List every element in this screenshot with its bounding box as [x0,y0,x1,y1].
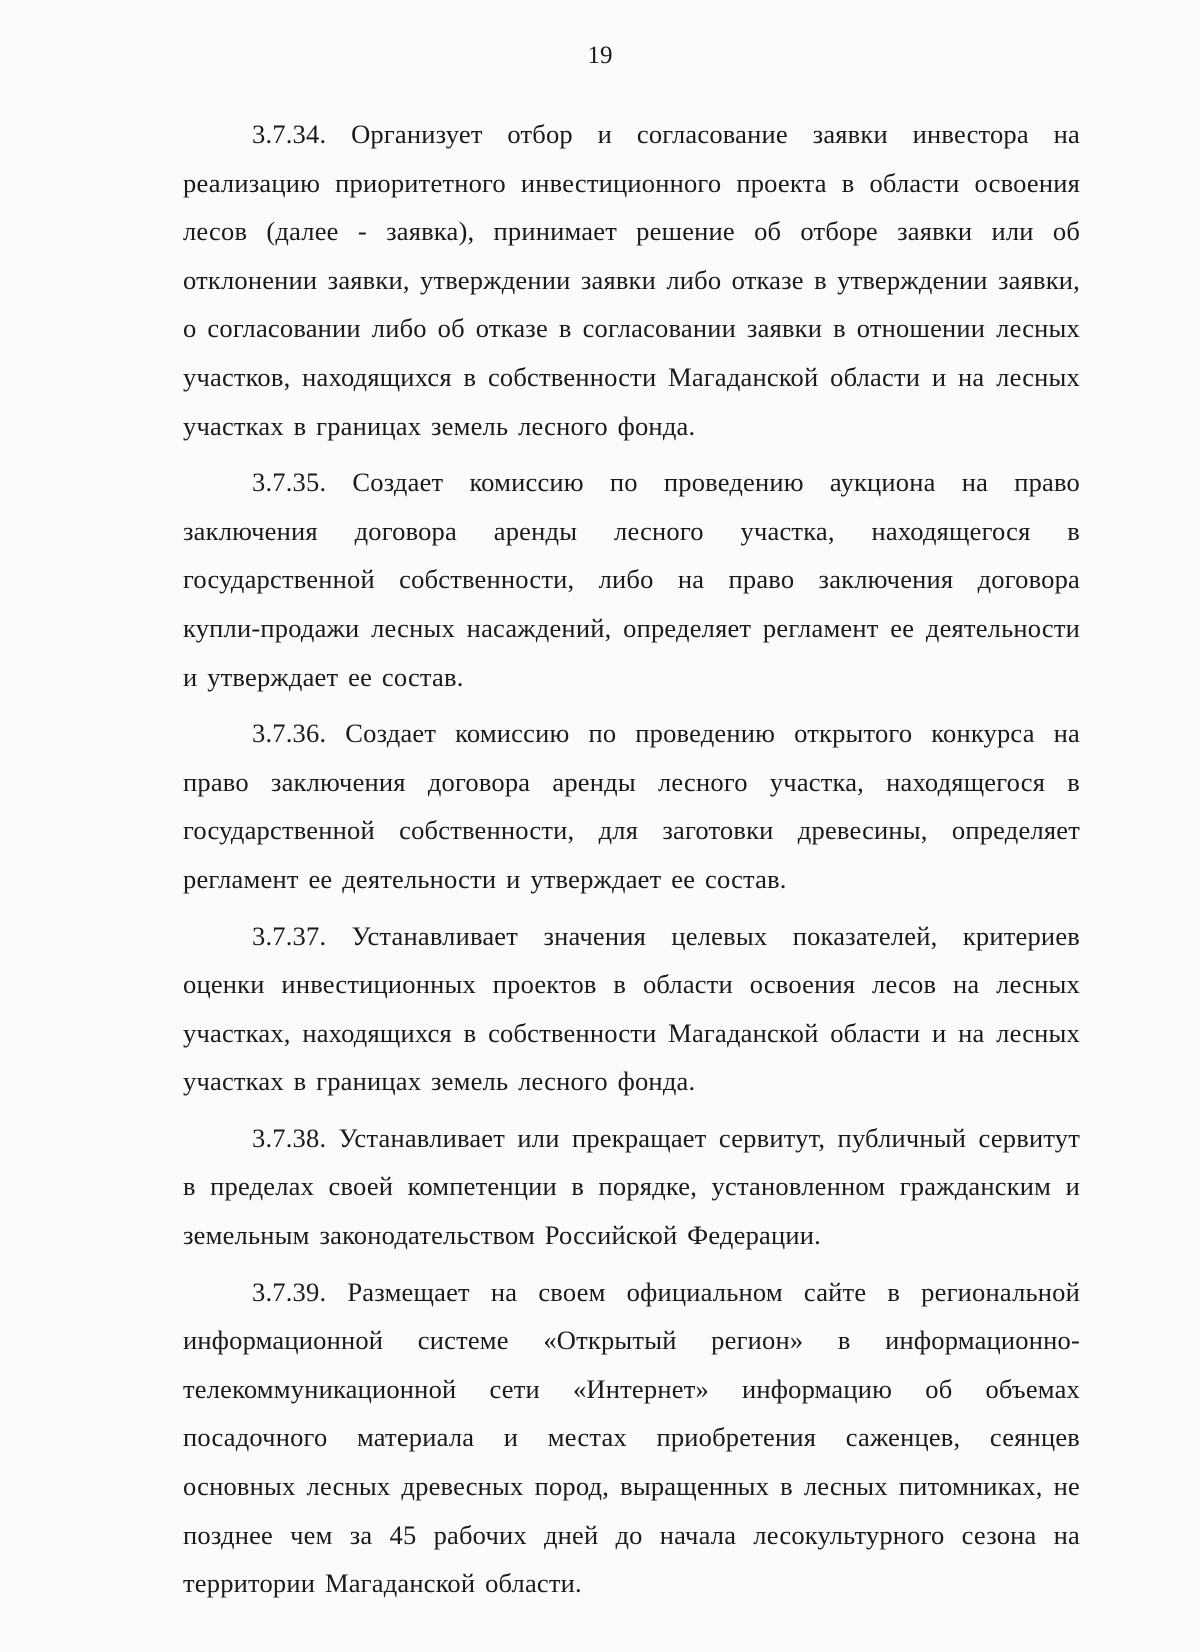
paragraph-3-7-37: 3.7.37. Устанавливает значения целевых показателей, критериев оценки инвестиционных проектов в области освоения лесов на лесных участках, находящихся в собственности Магаданской области и на лесных участках в границах земель лесного фонда. [183,920,1080,1097]
paragraph-3-7-34: 3.7.34. Организует отбор и согласование заявки инвестора на реализацию приоритетного инвестиционного проекта в области освоения лесов (далее - заявка), принимает решение об отборе заявки или об отклонении заявки, утверждении заявки либо отказе в утверждении заявки, о согласовании либо об отказе в согласовании заявки в отношении лесных участков, находящихся в собственности Магаданской области и на лесных участках в границах земель лесного фонда. [183,119,1080,441]
paragraph-3-7-39: 3.7.39. Размещает на своем официальном сайте в региональной информационной системе «Открытый регион» в информационно-телекоммуникационной сети «Интернет» информацию об объемах посадочного материала и местах приобретения саженцев, сеянцев основных лесных древесных пород, выращенных в лесных питомниках, не позднее чем за 45 рабочих дней до начала лесокультурного сезона на территории Магаданской области. [183,1276,1080,1599]
paragraph-3-7-38: 3.7.38. Устанавливает или прекращает сервитут, публичный сервитут в пределах своей компетенции в порядке, установленном гражданским и земельным законодательством Российской Федерации. [183,1122,1080,1251]
paragraph-3-7-35: 3.7.35. Создает комиссию по проведению аукциона на право заключения договора аренды лесного участка, находящегося в государственной собственности, либо на право заключения договора купли-продажи лесных насаждений, определяет регламент ее деятельности и утверждает ее состав. [183,467,1080,692]
paragraph-3-7-36: 3.7.36. Создает комиссию по проведению открытого конкурса на право заключения договора аренды лесного участка, находящегося в государственной собственности, для заготовки древесины, определяет регламент ее деятельности и утверждает ее состав. [183,718,1080,894]
page-number: 19 [587,42,613,69]
document-body [183,110,1080,1616]
